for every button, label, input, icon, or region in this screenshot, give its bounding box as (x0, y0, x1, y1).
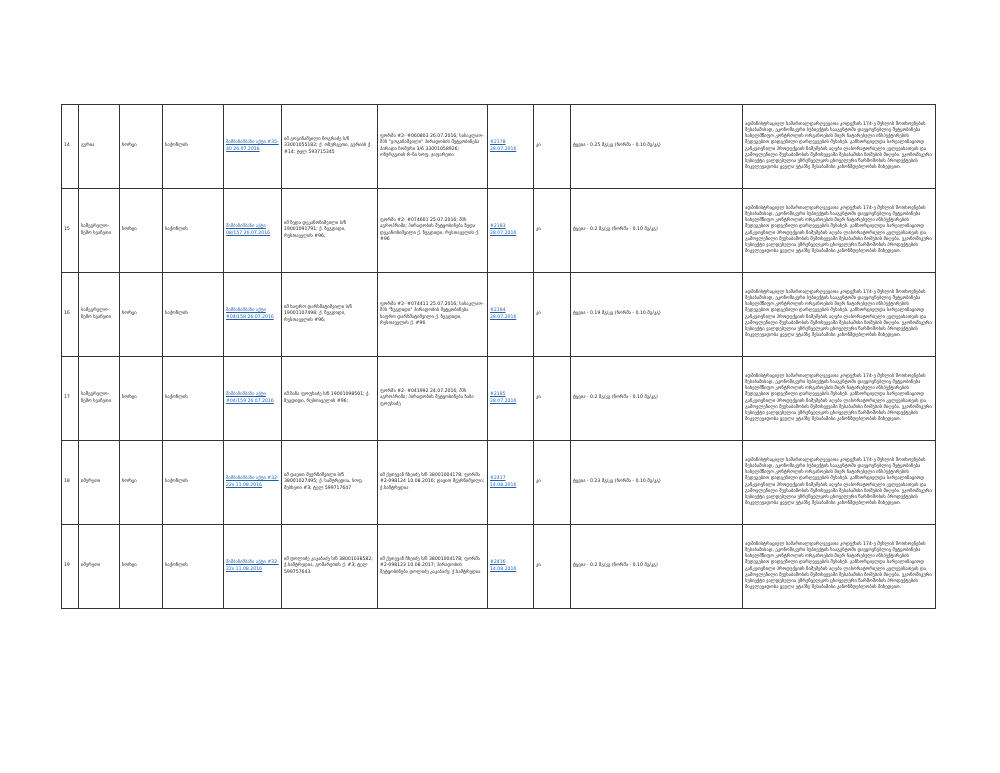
table-row (62, 105, 936, 189)
product-cell: ხორცი (120, 441, 163, 525)
seller-cell: იმ ხაფრო დარსმატიშვილი ს/ნ 19001107498; ქ. ზუგდიდი, რუსთაველის #96; (282, 273, 378, 357)
note-cell: ადმინისტრაციულ სამართალდარღვევათა კოდექსის 174-ე მუხლის მოთხოვნების შესაბამისად, ეკონომიკური სუბიექტის სააგენტოში დაუყოვნებლივ შეტყობინება სახელმწიფო კონტროლის ორგანოების მიერ ჩატარებული ინსპექტირების შედეგებით დადგენილი დარღვევების შესახებ. განხორციელდა სარეალიზაციოდ განკუთვნილი პროდუქციის ნიმუშების აღება ლაბორატორიული კვლევისათვის და გამოვლენილი შეუსაბამობის შემთხვევაში შესაბამისი ზომების მიღება. ეკონომიკური სუბიექტი ვალდებულია უზრუნველყოს ცხოველური წარმოშობის პროდუქტების მიკვლევადობა ყველა ეტაპზე შესაბამისი კანონმდებლობის მიხედვით. (743, 525, 936, 609)
product-cell: ხორცი (120, 189, 163, 273)
region-cell: გურია (79, 105, 120, 189)
note-cell: ადმინისტრაციულ სამართალდარღვევათა კოდექსის 174-ე მუხლის მოთხოვნების შესაბამისად, ეკონომიკური სუბიექტის სააგენტოში დაუყოვნებლივ შეტყობინება სახელმწიფო კონტროლის ორგანოების მიერ ჩატარებული ინსპექტირების შედეგებით დადგენილი დარღვევების შესახებ. განხორციელდა სარეალიზაციოდ განკუთვნილი პროდუქციის ნიმუშების აღება ლაბორატორიული კვლევისათვის და გამოვლენილი შეუსაბამობის შემთხვევაში შესაბამისი ზომების მიღება. ეკონომიკური სუბიექტი ვალდებულია უზრუნველყოს ცხოველური წარმოშობის პროდუქტების მიკვლევადობა ყველა ეტაპზე შესაბამისი კანონმდებლობის მიხედვით. (743, 189, 936, 273)
origin-cell: საქონლის (163, 105, 224, 189)
flag-cell: კი (534, 525, 571, 609)
product-cell: ხორცი (120, 273, 163, 357)
inspection-table (61, 104, 936, 609)
table-row (62, 357, 936, 441)
doc-link-cell (224, 273, 282, 357)
buyer-cell: იმ ქეთევან ჩხეიძე ს/ნ 38001004178; ფორმა #2-098123 10.08.2017; პირადობის შეტყობინება დოლიძე კაკაბაძე; ქ.სამტრედია (378, 525, 488, 609)
flag-cell: კი (534, 189, 571, 273)
product-cell: ხორცი (120, 357, 163, 441)
origin-cell: საქონლის (163, 189, 224, 273)
result-cell: ტყვია - 0.19 მგ/კგ (ნორმა - 0.10 მგ/კგ) (571, 273, 743, 357)
row-number: 15 (62, 189, 79, 273)
row-number: 14 (62, 105, 79, 189)
row-number: 19 (62, 525, 79, 609)
reg-link-cell (488, 525, 534, 609)
note-cell: ადმინისტრაციულ სამართალდარღვევათა კოდექსის 174-ე მუხლის მოთხოვნების შესაბამისად, ეკონომიკური სუბიექტის სააგენტოში დაუყოვნებლივ შეტყობინება სახელმწიფო კონტროლის ორგანოების მიერ ჩატარებული ინსპექტირების შედეგებით დადგენილი დარღვევების შესახებ. განხორციელდა სარეალიზაციოდ განკუთვნილი პროდუქციის ნიმუშების აღება ლაბორატორიული კვლევისათვის და გამოვლენილი შეუსაბამობის შემთხვევაში შესაბამისი ზომების მიღება. ეკონომიკური სუბიექტი ვალდებულია უზრუნველყოს ცხოველური წარმოშობის პროდუქტების მიკვლევადობა ყველა ეტაპზე შესაბამისი კანონმდებლობის მიხედვით. (743, 273, 936, 357)
reg-link[interactable]: #2417 14.08.2016 (490, 476, 517, 488)
seller-cell: იმ გოგიჩაშვილი ზოგრაძე ს/ნ 33001055182; ქ. ოზურგეთი, გურიის ქ. #14; ტელ 593715345 (282, 105, 378, 189)
table-row (62, 189, 936, 273)
flag-cell: კი (534, 273, 571, 357)
region-cell: სამეგრელო-ზემო სვანეთი (79, 273, 120, 357)
table-row (62, 441, 936, 525)
buyer-cell: ფორმა #2- #060803 26.07.2016; სასაკლაო-შპს "გოგიჩაშვილი" პირადობის შეტყობინება პირადი ნომერი 3/6 33001058926; ოზურგეთის რ-ნი სოფ. ჯაფარეთი (378, 105, 488, 189)
row-number: 18 (62, 441, 79, 525)
buyer-cell: იმ ქეთევან ჩხეიძე ს/ნ 38001004178; ფორმა #2-098124 10.08.2016; დავით მეურნიშვილი; ქ.სამტრედია (378, 441, 488, 525)
seller-cell: იმ ზედა დეკანოზიშვილი ს/ნ 19001091791; ქ. ზუგდიდი, რუსთაველის #96; (282, 189, 378, 273)
row-number: 16 (62, 273, 79, 357)
note-cell: ადმინისტრაციულ სამართალდარღვევათა კოდექსის 174-ე მუხლის მოთხოვნების შესაბამისად, ეკონომიკური სუბიექტის სააგენტოში დაუყოვნებლივ შეტყობინება სახელმწიფო კონტროლის ორგანოების მიერ ჩატარებული ინსპექტირების შედეგებით დადგენილი დარღვევების შესახებ. განხორციელდა სარეალიზაციოდ განკუთვნილი პროდუქციის ნიმუშების აღება ლაბორატორიული კვლევისათვის და გამოვლენილი შეუსაბამობის შემთხვევაში შესაბამისი ზომების მიღება. ეკონომიკური სუბიექტი ვალდებულია უზრუნველყოს ცხოველური წარმოშობის პროდუქტების მიკვლევადობა ყველა ეტაპზე შესაბამისი კანონმდებლობის მიხედვით. (743, 357, 936, 441)
result-cell: ტყვია - 0.2 მგ/კგ (ნორმა - 0.10 მგ/კგ) (571, 357, 743, 441)
buyer-cell: ფორმა #2- #041992 24.07.2016; შპს აგროპრიმი; პირადობის შეტყობინება ზაზა ფოფხაძე (378, 357, 488, 441)
doc-link[interactable]: შიმბაზიმბაზი აქტი #04/158 26.07.2016 (226, 308, 274, 320)
origin-cell: საქონლის (163, 441, 224, 525)
reg-link[interactable]: #2185 28.07.2016 (490, 392, 517, 404)
seller-cell: იმ ზაზა ფოფხაძე ს/ნ 19001098501; ქ. ზუგდიდი, რუსთაველის #96; (282, 357, 378, 441)
doc-link[interactable]: შიმბაზიმბაზი აქტი 08/157 26.07.2016 (226, 224, 270, 236)
reg-link-cell (488, 441, 534, 525)
table-row (62, 273, 936, 357)
origin-cell: საქონლის (163, 525, 224, 609)
doc-link-cell (224, 525, 282, 609)
flag-cell: კი (534, 357, 571, 441)
reg-link[interactable]: #2416 14.08.2016 (490, 560, 517, 572)
seller-cell: იმ დოლიძე კაკაბაძე ს/ნ 38001038582; ქ.სამტრედია, გომარეთის ქ. #3; ტელ 599757643 (282, 525, 378, 609)
row-number: 17 (62, 357, 79, 441)
doc-link-cell (224, 189, 282, 273)
flag-cell: კი (534, 441, 571, 525)
table-row (62, 525, 936, 609)
origin-cell: საქონლის (163, 357, 224, 441)
reg-link-cell (488, 105, 534, 189)
note-cell: ადმინისტრაციულ სამართალდარღვევათა კოდექსის 174-ე მუხლის მოთხოვნების შესაბამისად, ეკონომიკური სუბიექტის სააგენტოში დაუყოვნებლივ შეტყობინება სახელმწიფო კონტროლის ორგანოების მიერ ჩატარებული ინსპექტირების შედეგებით დადგენილი დარღვევების შესახებ. განხორციელდა სარეალიზაციოდ განკუთვნილი პროდუქციის ნიმუშების აღება ლაბორატორიული კვლევისათვის და გამოვლენილი შეუსაბამობის შემთხვევაში შესაბამისი ზომების მიღება. ეკონომიკური სუბიექტი ვალდებულია უზრუნველყოს ცხოველური წარმოშობის პროდუქტების მიკვლევადობა ყველა ეტაპზე შესაბამისი კანონმდებლობის მიხედვით. (743, 441, 936, 525)
product-cell: ხორცი (120, 525, 163, 609)
reg-link-cell (488, 189, 534, 273)
doc-link-cell (224, 357, 282, 441)
result-cell: ტყვია - 0.23 მგ/კგ (ნორმა - 0.10 მგ/კგ) (571, 441, 743, 525)
product-cell: ხორცი (120, 105, 163, 189)
result-cell: ტყვია - 0.2 მგ/კგ (ნორმა - 0.10 მგ/კგ) (571, 189, 743, 273)
seller-cell: იმ დავით მეურნიშვილი ს/ნ 38001027495; ქ. სამტრედია, სოფ. მესხეთი #3; ტელ 599717647 (282, 441, 378, 525)
reg-link[interactable]: #2184 28.07.2016 (490, 308, 517, 320)
result-cell: ტყვია - 0.25 მგ/კგ (ნორმა - 0.10 მგ/კგ) (571, 105, 743, 189)
buyer-cell: ფორმა #2- #074411 25.07.2016; სასაკლაო-შპს "ზუგდიდი" პირადობის შეტყობინება ხაფრო დარსმატიშვილი ქ. ზუგდიდი, რუსთაველის ქ. #96 (378, 273, 488, 357)
origin-cell: საქონლის (163, 273, 224, 357)
doc-link-cell (224, 105, 282, 189)
doc-link[interactable]: შიმბაზიმბაზი აქტი #35-40 26.07.2016 (226, 140, 279, 152)
note-cell: ადმინისტრაციულ სამართალდარღვევათა კოდექსის 174-ე მუხლის მოთხოვნების შესაბამისად, ეკონომიკური სუბიექტის სააგენტოში დაუყოვნებლივ შეტყობინება სახელმწიფო კონტროლის ორგანოების მიერ ჩატარებული ინსპექტირების შედეგებით დადგენილი დარღვევების შესახებ. განხორციელდა სარეალიზაციოდ განკუთვნილი პროდუქციის ნიმუშების აღება ლაბორატორიული კვლევისათვის და გამოვლენილი შეუსაბამობის შემთხვევაში შესაბამისი ზომების მიღება. ეკონომიკური სუბიექტი ვალდებულია უზრუნველყოს ცხოველური წარმოშობის პროდუქტების მიკვლევადობა ყველა ეტაპზე შესაბამისი კანონმდებლობის მიხედვით. (743, 105, 936, 189)
buyer-cell: ფორმა #2- #074601 25.07.2016; შპს აგროპრიმი; პირადობის შეტყობინება ზედა დეკანოზიშვილი ქ. ზუგდიდი, რუსთაველის ქ. #96 (378, 189, 488, 273)
region-cell: სამეგრელო-ზემო სვანეთი (79, 189, 120, 273)
doc-link[interactable]: შიმბაზიმბაზი აქტი #32-22ი 11.08.2016 (226, 476, 279, 488)
doc-link-cell (224, 441, 282, 525)
reg-link[interactable]: #2178 28.07.2016 (490, 140, 517, 152)
doc-link[interactable]: შიმბაზიმბაზი აქტი #04/159 26.07.2016 (226, 392, 274, 404)
reg-link[interactable]: #2183 28.07.2016 (490, 224, 517, 236)
region-cell: იმერეთი (79, 441, 120, 525)
reg-link-cell (488, 357, 534, 441)
result-cell: ტყვია - 0.2 მგ/კგ (ნორმა - 0.10 მგ/კგ) (571, 525, 743, 609)
reg-link-cell (488, 273, 534, 357)
doc-link[interactable]: შიმბაზიმბაზი აქტი #32-22ი 11.08.2016 (226, 560, 279, 572)
flag-cell: კი (534, 105, 571, 189)
region-cell: იმერეთი (79, 525, 120, 609)
region-cell: სამეგრელო-ზემო სვანეთი (79, 357, 120, 441)
